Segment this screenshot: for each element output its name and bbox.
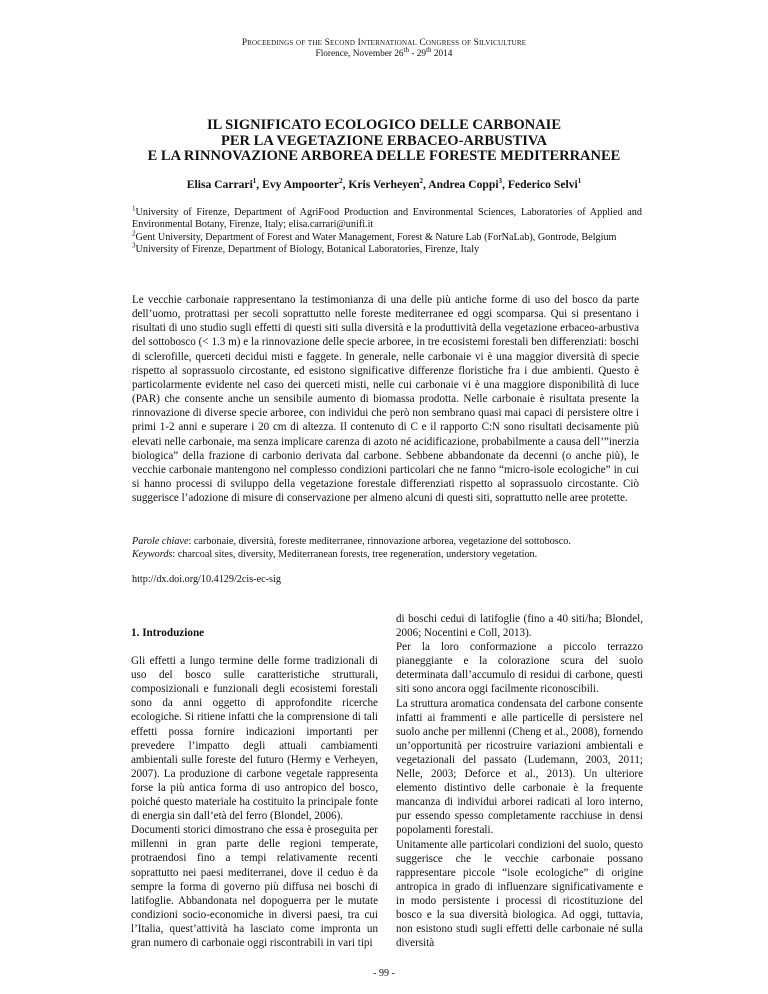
author: Kris Verheyen$^2$, [348, 177, 429, 191]
header-date: Florence, November 26th - 29th 2014 [315, 45, 453, 59]
running-header [0, 38, 768, 60]
keywords [132, 536, 642, 561]
paragraph: Per la loro conformazione a piccolo terrazzo pianeggiante e la colorazione scura del suolo determinata dall’accumulo di residui di carbone, questi siti sono ancora oggi facilmente riconoscibili. [396, 641, 643, 696]
author-list [0, 178, 768, 191]
author: Andrea Coppi$^3$, [428, 177, 508, 191]
paragraph: Documenti storici dimostrano che essa è proseguita per millenni in gran parte delle regioni temperate, protraendosi fino a tempi relativamente recenti soprattutto nei paesi mediterranei, dove il ceduo è da sempre la forma di governo più diffusa nei boschi di latifoglie. Abbandonata nel dopoguerra per le mutate condizioni socio-economiche in diversi paesi, tra cui l’Italia, quest’attività ha lasciato come impronta un gran numero di carbonaie oggi riscontrabili in vari tipi [131, 824, 378, 949]
keywords-italian: Parole chiave: carbonaie, diversità, foreste mediterranee, rinnovazione arborea, vegetazione del sottobosco. [132, 536, 571, 547]
paragraph: Gli effetti a lungo termine delle forme tradizionali di uso del bosco sulle caratteristiche strutturali, composizionali e funzionali degli ecosistemi forestali sono da anni oggetto di approfondite ricerche ecologiche. Si ritiene infatti che la comprensione di tali effetti possa fornire indicazioni importanti per prevedere l’impatto degli attuali cambiamenti ambientali sulle foreste del futuro (Hermy e Verheyen, 2007). La produzione di carbone vegetale rappresenta forse la più antica forma di uso antropico del bosco, poiché questo materiale ha costituito la principale fonte di energia sin dall’età del ferro (Blondel, 2006). [131, 655, 378, 823]
abstract: Le vecchie carbonaie rappresentano la testimonianza di una delle più antiche forme di uso del bosco da parte dell’uomo, protrattasi per secoli soprattutto nelle foreste mediterranee ed oggi scomparsa. Qui si presentano i risultati di uno studio sugli effetti di questi siti sulla diversità e la produttività della vegetazione erbaceo-arbustiva del sottobosco (< 1.3 m) e la rinnovazione delle specie arboree, in tre ecosistemi forestali ben differenziati: boschi di sclerofille, querceti decidui misti e faggete. In generale, nelle carbonaie vi è una maggior diversità di specie rispetto al soprassuolo circostante, ed esistono significative differenze floristiche fra i due ambienti. Questo è particolarmente evidente nel caso dei querceti misti, nelle cui carbonaie vi è una maggiore disponibilità di luce (PAR) che consente anche un sensibile aumento di biomassa prodotta. Nelle carbonaie è risultata presente la rinnovazione di diverse specie arboree, con individui che però non sembrano quasi mai capaci di persistere oltre i primi 1-2 anni e superare i 20 cm di altezza. Il contenuto di C e il rapporto C:N sono risultati decisamente più elevati nelle carbonaie, ma senza implicare carenza di azoto né acidificazione, probabilmente a causa dell’”inerzia biologica” della frazione di carbonio derivata dal carbone. Sebbene abbandonate da decenni (o anche più), le vecchie carbonaie mantengono nel complesso condizioni particolari che ne fanno “micro-isole ecologiche” in cui si hanno processi di sviluppo della vegetazione forestale differenziati rispetto al soprassuolo circostante. Ciò suggerisce l’adozione di misure di conservazione per almeno alcuni di questi siti, soprattutto nelle aree protette. [132, 294, 639, 505]
affiliation: $^1$University of Firenze, Department of AgriFood Production and Environmental Sciences, Laboratories of Applied and Environmental Botany, Firenze, Italy; elisa.carrari@unifi.it [132, 204, 642, 231]
affiliations [132, 204, 642, 256]
keywords-english: Keywords: charcoal sites, diversity, Mediterranean forests, tree regeneration, understory vegetation. [132, 548, 538, 560]
author: Federico Selvi$^1$ [507, 177, 582, 191]
paragraph: Unitamente alle particolari condizioni del suolo, questo suggerisce che le vecchie carbonaie possano rappresentare piccole “isole ecologiche” di origine antropica in grado di influenzare significativamente e in modo persistente i processi di ricostituzione del bosco e la sua diversità biologica. Ad oggi, tuttavia, non esistono studi sugli effetti delle carbonaie né sulla diversità [396, 838, 643, 950]
page-number: - 99 - [373, 968, 395, 979]
author: Elisa Carrari$^1$, [186, 177, 263, 191]
right-column [396, 612, 643, 950]
left-column [131, 612, 378, 950]
doi-link[interactable]: http://dx.doi.org/10.4129/2cis-ec-sig [132, 574, 281, 585]
section-heading: 1. Introduzione [131, 627, 205, 639]
paragraph: di boschi cedui di latifoglie (fino a 40 siti/ha; Blondel, 2006; Nocentini e Coll, 2013). [396, 613, 643, 640]
author: Evy Ampoorter$^2$, [262, 177, 349, 191]
paper-title: IL SIGNIFICATO ECOLOGICO DELLE CARBONAIE PER LA VEGETAZIONE ERBACEO-ARBUSTIVA E LA RINNOVAZIONE ARBOREA DELLE FORESTE MEDITERRANEE [147, 117, 621, 164]
affiliation: $^2$Gent University, Department of Forest and Water Management, Forest & Nature Lab (ForNaLab), Gontrode, Belgium [132, 229, 617, 243]
paragraph: La struttura aromatica condensata del carbone consente infatti ai frammenti e alle particelle di persistere nel suolo anche per millenni (Cheng et al., 2008), fornendo un’opportunità per ricostruire variazioni ambientali e vegetazionali del passato (Ludemann, 2003, 2011; Nelle, 2003; Deforce et al., 2013). Un ulteriore elemento distintivo delle carbonaie è la frequente mancanza di individui arborei radicati al loro interno, pur essendo spesso completamente racchiuse in densi popolamenti forestali. [396, 697, 643, 837]
header-conference: Proceedings of the Second International Congress of Silviculture [241, 38, 527, 48]
affiliation: $^3$University of Firenze, Department of Biology, Botanical Laboratories, Firenze, Italy [132, 241, 480, 255]
